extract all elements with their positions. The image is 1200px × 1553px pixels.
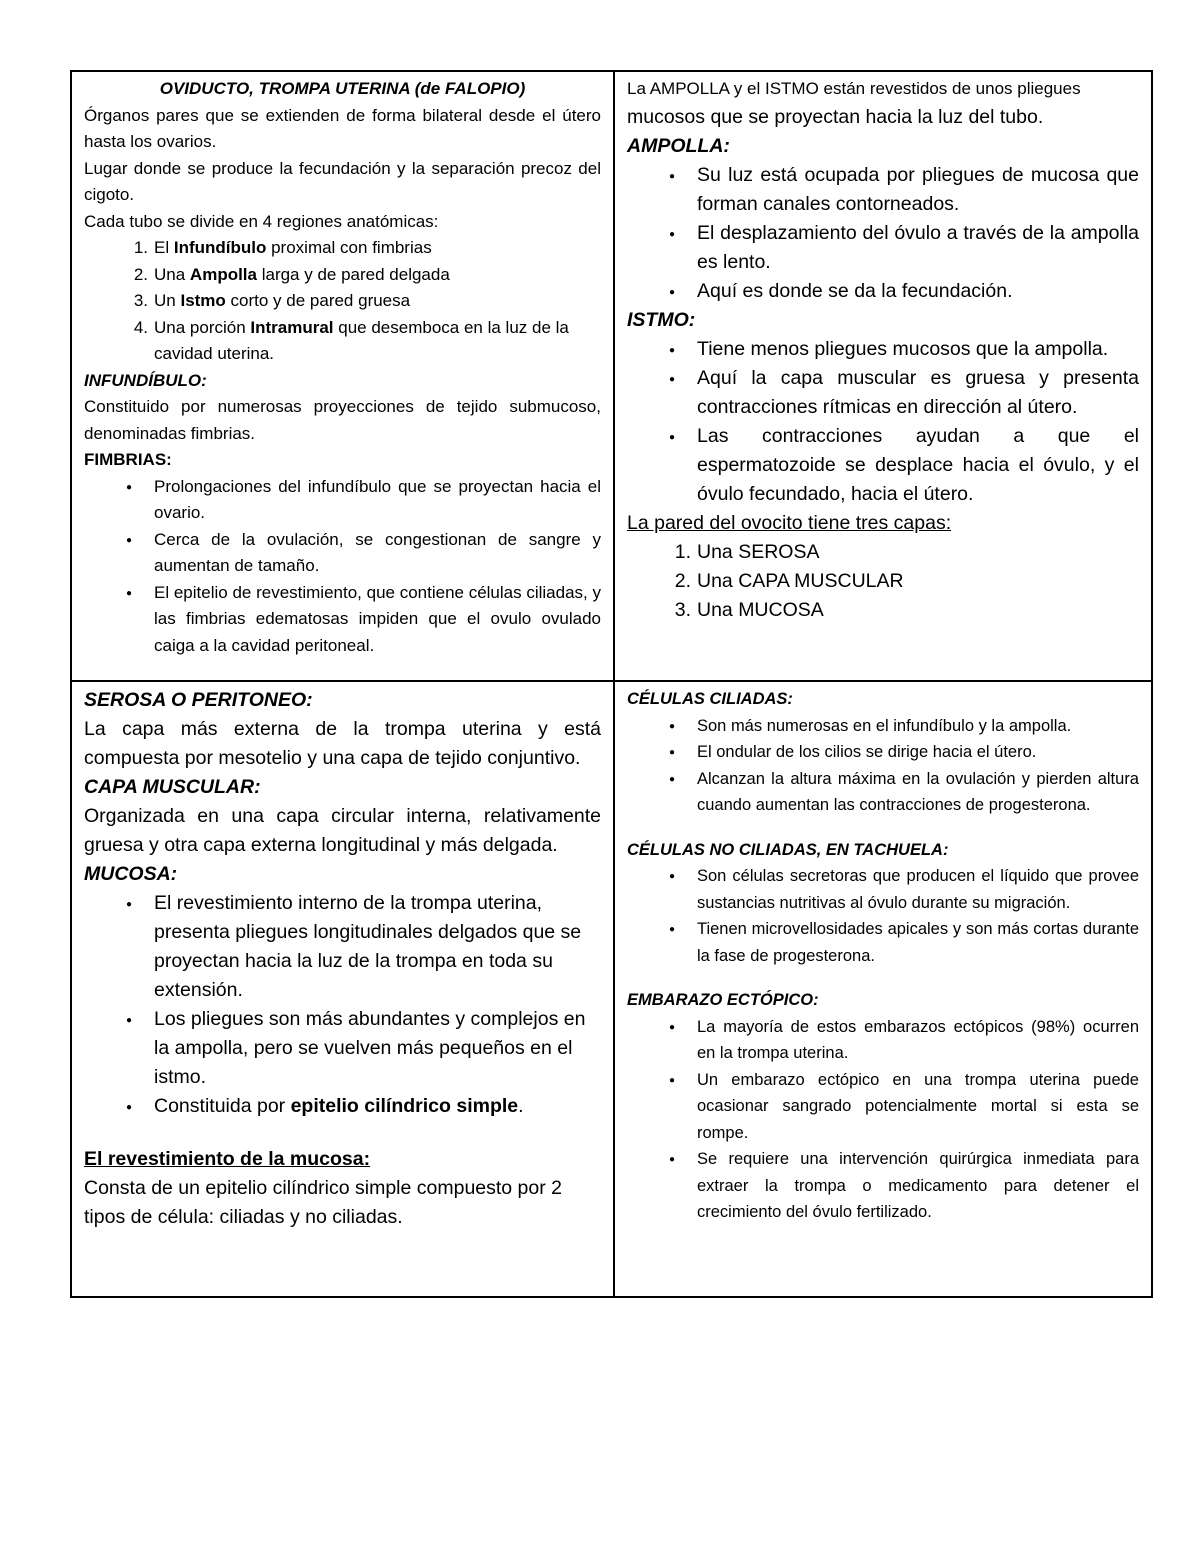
bullet-icon bbox=[665, 1067, 679, 1097]
list-number: 1. bbox=[674, 540, 691, 563]
list-item bbox=[627, 863, 1139, 916]
bullet-icon bbox=[122, 1092, 136, 1124]
bullet-icon bbox=[122, 527, 136, 557]
bullet-icon bbox=[665, 1146, 679, 1176]
region-name: Intramural bbox=[250, 317, 334, 337]
region-name: Istmo bbox=[180, 291, 226, 310]
list-item bbox=[627, 567, 1139, 596]
region-text-pre: El bbox=[154, 238, 174, 257]
list-item bbox=[84, 315, 601, 368]
capas-list bbox=[627, 538, 1139, 625]
list-item-text: Se requiere una intervención quirúrgica inmediata para extraer la trompa o medicamento para detener el crecimiento del óvulo fertilizado. bbox=[697, 1150, 1139, 1221]
list-item bbox=[84, 889, 601, 1005]
table-row bbox=[71, 681, 1152, 1297]
bullet-icon bbox=[122, 580, 136, 610]
list-item bbox=[84, 1092, 601, 1121]
region-text-pre: Una porción bbox=[154, 317, 251, 337]
ampolla-istmo-intro-line2: mucosos que se proyectan hacia la luz del tubo. bbox=[627, 105, 1044, 128]
epitelio-term: epitelio cilíndrico simple bbox=[290, 1095, 519, 1117]
list-item bbox=[627, 596, 1139, 625]
no-ciliadas-heading: CÉLULAS NO CILIADAS, EN TACHUELA: bbox=[627, 840, 949, 859]
oviducto-paragraph-3: Cada tubo se divide en 4 regiones anatómicas: bbox=[84, 211, 439, 231]
bullet-icon bbox=[665, 161, 679, 193]
list-number: 1. bbox=[133, 238, 148, 257]
list-item bbox=[627, 739, 1139, 766]
region-text-post: que desemboca en la luz de la cavidad uterina. bbox=[154, 317, 569, 363]
list-number: 2. bbox=[133, 264, 148, 284]
istmo-heading: ISTMO: bbox=[627, 308, 696, 331]
region-text-post: corto y de pared gruesa bbox=[225, 291, 411, 310]
region-text-pre: Una bbox=[154, 264, 190, 284]
list-item-text: Los pliegues son más abundantes y complejos en la ampolla, pero se vuelven más pequeños en el istmo. bbox=[154, 1008, 586, 1088]
list-item bbox=[627, 766, 1139, 819]
list-item-text: Prolongaciones del infundíbulo que se proyectan hacia el ovario. bbox=[154, 476, 601, 522]
oviducto-paragraph-1: Órganos pares que se extienden de forma bilateral desde el útero hasta los ovarios. bbox=[84, 105, 601, 151]
bullet-icon bbox=[122, 1005, 136, 1037]
fimbrias-heading: FIMBRIAS: bbox=[84, 450, 172, 469]
list-item bbox=[84, 580, 601, 660]
bullet-icon bbox=[665, 739, 679, 769]
list-item-text: Constituida por bbox=[154, 1095, 291, 1117]
bullet-icon bbox=[122, 474, 136, 504]
cell-oviducto bbox=[71, 71, 614, 681]
cell-ampolla-istmo bbox=[614, 71, 1152, 681]
bullet-icon bbox=[665, 766, 679, 796]
list-number: 3. bbox=[133, 291, 148, 310]
list-item bbox=[84, 474, 601, 527]
list-item bbox=[627, 422, 1139, 509]
list-item bbox=[627, 1146, 1139, 1226]
list-item-text: Tienen microvellosidades apicales y son más cortas durante la fase de progesterona. bbox=[697, 920, 1139, 965]
list-item-text: Aquí es donde se da la fecundación. bbox=[697, 279, 1013, 302]
list-item-text: Aquí la capa muscular es gruesa y presenta contracciones rítmicas en dirección al útero. bbox=[697, 366, 1139, 418]
pared-heading: La pared del ovocito tiene tres capas: bbox=[627, 511, 952, 534]
list-item-text: Una MUCOSA bbox=[697, 598, 824, 621]
list-item bbox=[627, 1067, 1139, 1147]
infundibulo-text: Constituido por numerosas proyecciones de tejido submucoso, denominadas fimbrias. bbox=[84, 397, 601, 443]
list-item bbox=[84, 1005, 601, 1092]
list-item bbox=[627, 277, 1139, 306]
ampolla-list bbox=[627, 161, 1139, 306]
list-item-text: El epitelio de revestimiento, que contiene células ciliadas, y las fimbrias edematosas impiden que el ovulo ovulado caiga a la cavidad peritoneal. bbox=[154, 582, 601, 655]
list-number: 3. bbox=[674, 598, 691, 621]
ampolla-istmo-intro-line1: La AMPOLLA y el ISTMO están revestidos de unos pliegues bbox=[627, 79, 1081, 98]
fimbrias-list bbox=[84, 474, 601, 660]
regions-list bbox=[84, 235, 601, 368]
ciliadas-heading: CÉLULAS CILIADAS: bbox=[627, 690, 793, 708]
ciliadas-list bbox=[627, 713, 1139, 819]
bullet-icon bbox=[665, 1014, 679, 1044]
bullet-icon bbox=[665, 277, 679, 309]
bullet-icon bbox=[665, 335, 679, 367]
bullet-icon bbox=[665, 863, 679, 893]
ampolla-heading: AMPOLLA: bbox=[627, 134, 730, 157]
list-item bbox=[84, 262, 601, 289]
infundibulo-heading: INFUNDÍBULO: bbox=[84, 370, 207, 390]
bullet-icon bbox=[665, 916, 679, 946]
region-name: Ampolla bbox=[189, 264, 257, 284]
bullet-icon bbox=[665, 364, 679, 396]
list-item bbox=[627, 335, 1139, 364]
list-item-text: Las contracciones ayudan a que el espermatozoide se desplace hacia el óvulo, y el óvulo fecundado, hacia el útero. bbox=[697, 424, 1139, 505]
list-number: 2. bbox=[674, 569, 691, 592]
list-item bbox=[627, 538, 1139, 567]
list-item bbox=[627, 916, 1139, 969]
list-item bbox=[627, 219, 1139, 277]
list-item-text: Cerca de la ovulación, se congestionan de sangre y aumentan de tamaño. bbox=[154, 529, 601, 575]
bullet-icon bbox=[665, 713, 679, 743]
revestimiento-heading: El revestimiento de la mucosa: bbox=[84, 1148, 371, 1170]
list-item-text: La mayoría de estos embarazos ectópicos (98%) ocurren en la trompa uterina. bbox=[697, 1017, 1139, 1062]
list-item bbox=[84, 527, 601, 580]
bullet-icon bbox=[665, 422, 679, 454]
embarazo-list bbox=[627, 1014, 1139, 1226]
region-name: Infundíbulo bbox=[173, 238, 267, 257]
oviducto-title: OVIDUCTO, TROMPA UTERINA (de FALOPIO) bbox=[159, 79, 526, 98]
region-text-post: larga y de pared delgada bbox=[256, 264, 450, 284]
list-item-text: Tiene menos pliegues mucosos que la ampolla. bbox=[697, 337, 1109, 360]
list-item-text: Alcanzan la altura máxima en la ovulación y pierden altura cuando aumentan las contracciones de progesterona. bbox=[697, 769, 1139, 814]
table-row bbox=[71, 71, 1152, 681]
list-item bbox=[627, 1014, 1139, 1067]
region-text-post: proximal con fimbrias bbox=[266, 238, 432, 257]
list-item-text: Son células secretoras que producen el líquido que provee sustancias nutritivas al óvulo durante su migración. bbox=[697, 867, 1139, 912]
list-item-text: Una SEROSA bbox=[697, 540, 820, 563]
list-item bbox=[84, 288, 601, 315]
oviducto-paragraph-2: Lugar donde se produce la fecundación y la separación precoz del cigoto. bbox=[84, 158, 601, 204]
list-item bbox=[84, 235, 601, 262]
embarazo-heading: EMBARAZO ECTÓPICO: bbox=[627, 991, 819, 1009]
mucosa-heading: MUCOSA: bbox=[84, 863, 178, 885]
list-item-text: Un embarazo ectópico en una trompa uterina puede ocasionar sangrado potencialmente mortal si esta se rompe. bbox=[697, 1070, 1139, 1142]
serosa-text: La capa más externa de la trompa uterina y está compuesta por mesotelio y una capa de tejido conjuntivo. bbox=[84, 718, 601, 769]
spacer bbox=[84, 1121, 601, 1145]
spacer bbox=[627, 819, 1139, 837]
list-item-text: El revestimiento interno de la trompa uterina, presenta pliegues longitudinales delgados que se proyectan hacia la luz de la trompa en toda su extensión. bbox=[154, 892, 582, 1001]
bullet-icon bbox=[665, 219, 679, 251]
list-item-text: El desplazamiento del óvulo a través de la ampolla es lento. bbox=[697, 221, 1139, 273]
muscular-text: Organizada en una capa circular interna, relativamente gruesa y otra capa externa longitudinal y más delgada. bbox=[84, 805, 601, 856]
muscular-heading: CAPA MUSCULAR: bbox=[84, 776, 261, 798]
list-item bbox=[627, 364, 1139, 422]
list-number: 4. bbox=[133, 317, 148, 337]
list-item bbox=[627, 713, 1139, 740]
cell-capas-detalle bbox=[71, 681, 614, 1297]
revestimiento-text: Consta de un epitelio cilíndrico simple compuesto por 2 tipos de célula: ciliadas y no ciliadas. bbox=[84, 1177, 563, 1228]
region-text-pre: Un bbox=[154, 291, 181, 310]
bullet-icon bbox=[122, 889, 136, 921]
spacer bbox=[627, 969, 1139, 987]
istmo-list bbox=[627, 335, 1139, 509]
cell-celulas bbox=[614, 681, 1152, 1297]
serosa-heading: SEROSA O PERITONEO: bbox=[84, 689, 313, 711]
notes-table bbox=[70, 70, 1153, 1298]
list-item bbox=[627, 161, 1139, 219]
list-item-text: El ondular de los cilios se dirige hacia el útero. bbox=[697, 743, 1037, 761]
list-item-text: Son más numerosas en el infundíbulo y la ampolla. bbox=[697, 716, 1072, 735]
list-item-text: Una CAPA MUSCULAR bbox=[697, 569, 904, 592]
mucosa-list bbox=[84, 889, 601, 1121]
list-item-text-end: . bbox=[518, 1095, 524, 1117]
list-item-text: Su luz está ocupada por pliegues de mucosa que forman canales contorneados. bbox=[697, 163, 1139, 215]
no-ciliadas-list bbox=[627, 863, 1139, 969]
